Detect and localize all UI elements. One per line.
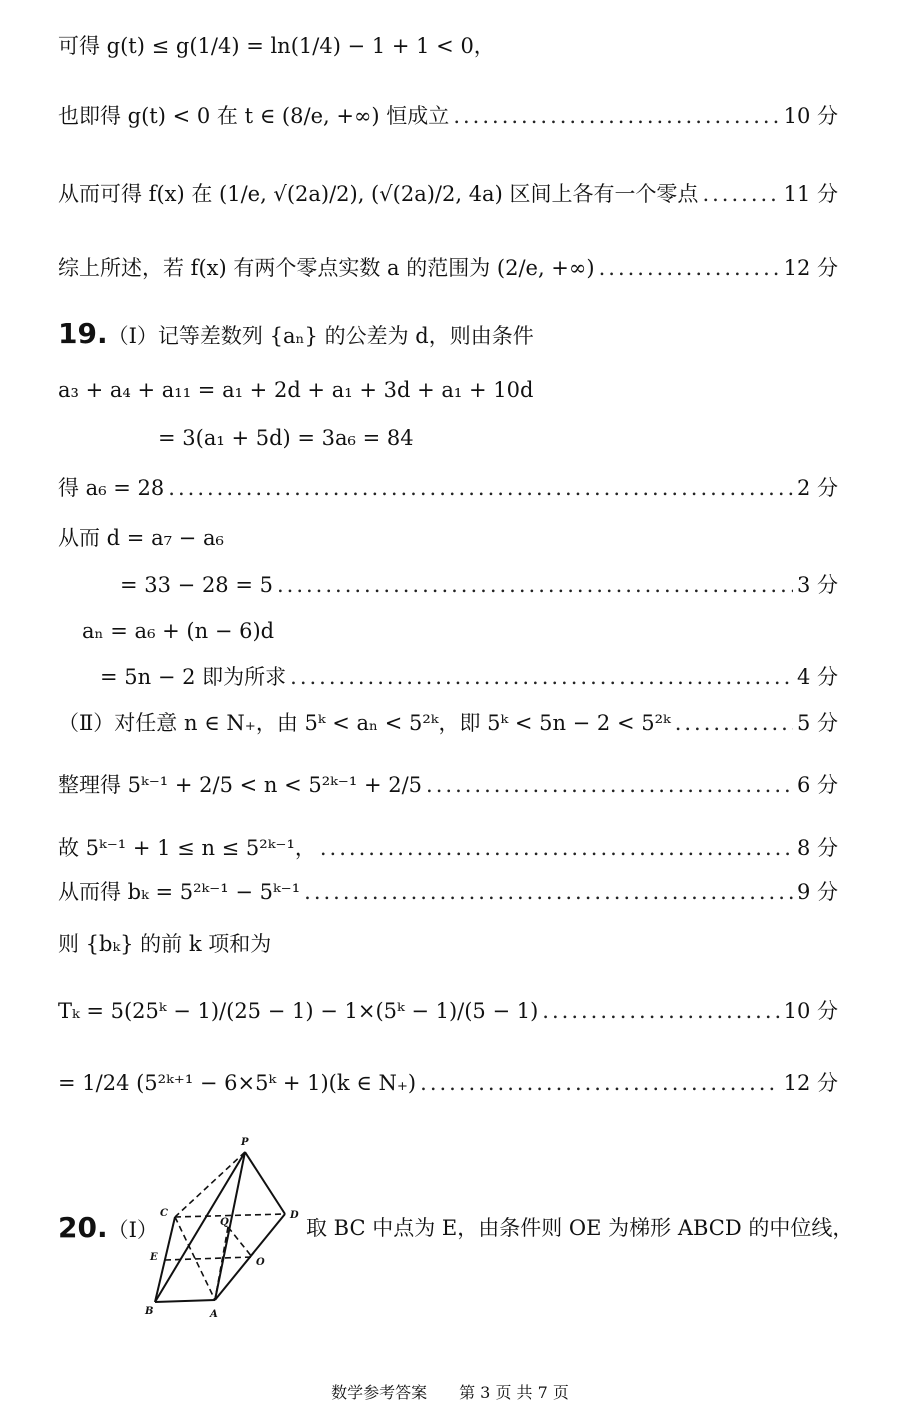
section-number-20: 20. <box>58 1211 108 1244</box>
leader-dots <box>320 834 793 862</box>
leader-dots <box>168 474 793 502</box>
line-10 <box>82 617 838 645</box>
leader-dots <box>426 771 793 799</box>
line-9 <box>120 571 838 599</box>
vertex-label-e: E <box>150 1252 158 1263</box>
leader-dots <box>453 102 779 130</box>
vertex-label-b: B <box>145 1306 154 1317</box>
leader-dots <box>702 180 779 208</box>
leader-dots <box>542 997 779 1025</box>
line-text: （Ⅰ）记等差数列 {aₙ} 的公差为 d，则由条件 <box>107 324 534 348</box>
line-1 <box>58 102 838 130</box>
line-text: （Ⅰ） <box>107 1218 158 1242</box>
line-6 <box>158 424 838 452</box>
vertex-label-c: C <box>160 1208 168 1219</box>
line-12 <box>58 709 838 737</box>
vertex-label-a: A <box>210 1309 218 1320</box>
leader-dots <box>277 571 793 599</box>
points-label: 3 分 <box>796 573 838 597</box>
line-18 <box>58 1069 838 1097</box>
line-text: 也即得 g(t) < 0 在 t ∈ (8/e, +∞) 恒成立 <box>58 104 450 128</box>
points-label: 9 分 <box>796 880 838 904</box>
line-7 <box>58 474 838 502</box>
leader-dots <box>599 254 780 282</box>
points-label: 5 分 <box>796 711 838 735</box>
page-footer: 数学参考答案 第 3 页 共 7 页 <box>331 1383 569 1402</box>
leader-dots <box>304 878 793 906</box>
line-text: = 5n − 2 即为所求 <box>100 665 287 689</box>
line-17 <box>58 997 838 1025</box>
vertex-label-p: P <box>241 1137 249 1148</box>
line-20 <box>306 1214 854 1242</box>
line-text: 从而得 bₖ = 5²ᵏ⁻¹ − 5ᵏ⁻¹ <box>58 880 301 904</box>
line-text: = 1/24 (5²ᵏ⁺¹ − 6×5ᵏ + 1)(k ∈ N₊) <box>58 1071 417 1095</box>
line-11 <box>100 663 838 691</box>
points-label: 11 分 <box>783 182 838 206</box>
line-text: （Ⅱ）对任意 n ∈ N₊，由 5ᵏ < aₙ < 5²ᵏ，即 5ᵏ < 5n − 2 < 5²ᵏ <box>58 711 671 735</box>
line-text: 综上所述，若 f(x) 有两个零点实数 a 的范围为 (2/e, +∞) <box>58 256 595 280</box>
points-label: 4 分 <box>796 665 838 689</box>
line-4 <box>58 317 838 350</box>
line-text: aₙ = a₆ + (n − 6)d <box>82 619 275 643</box>
line-text: 得 a₆ = 28 <box>58 476 165 500</box>
points-label: 2 分 <box>796 476 838 500</box>
line-0 <box>58 32 838 60</box>
line-text: a₃ + a₄ + a₁₁ = a₁ + 2d + a₁ + 3d + a₁ + 10d <box>58 378 534 402</box>
line-2 <box>58 180 838 208</box>
line-text: 从而可得 f(x) 在 (1/e, √(2a)/2), (√(2a)/2, 4a) 区间上各有一个零点 <box>58 182 699 206</box>
line-8 <box>58 524 838 552</box>
leader-dots <box>675 709 793 737</box>
line-text: = 3(a₁ + 5d) = 3a₆ = 84 <box>158 426 414 450</box>
section-number-19: 19. <box>58 317 108 350</box>
line-text: 故 5ᵏ⁻¹ + 1 ≤ n ≤ 5²ᵏ⁻¹， <box>58 836 316 860</box>
vertex-label-o: O <box>256 1257 265 1268</box>
line-text: Tₖ = 5(25ᵏ − 1)/(25 − 1) − 1×(5ᵏ − 1)/(5 − 1) <box>58 999 539 1023</box>
leader-dots <box>420 1069 779 1097</box>
line-text: 取 BC 中点为 E，由条件则 OE 为梯形 ABCD 的中位线， <box>306 1216 854 1240</box>
line-14 <box>58 834 838 862</box>
line-text: 则 {bₖ} 的前 k 项和为 <box>58 932 272 956</box>
points-label: 10 分 <box>783 104 838 128</box>
line-5 <box>58 376 838 404</box>
line-text: 可得 g(t) ≤ g(1/4) = ln(1/4) − 1 + 1 < 0， <box>58 34 495 58</box>
points-label: 12 分 <box>783 256 838 280</box>
line-text: = 33 − 28 = 5 <box>120 573 273 597</box>
line-16 <box>58 930 838 958</box>
vertex-label-q: Q <box>220 1217 229 1228</box>
pyramid-figure <box>140 1132 305 1327</box>
points-label: 6 分 <box>796 773 838 797</box>
line-15 <box>58 878 838 906</box>
line-3 <box>58 254 838 282</box>
line-13 <box>58 771 838 799</box>
leader-dots <box>290 663 793 691</box>
line-text: 从而 d = a₇ − a₆ <box>58 526 224 550</box>
points-label: 12 分 <box>783 1071 838 1095</box>
points-label: 8 分 <box>796 836 838 860</box>
vertex-label-d: D <box>290 1210 299 1221</box>
points-label: 10 分 <box>783 999 838 1023</box>
line-text: 整理得 5ᵏ⁻¹ + 2/5 < n < 5²ᵏ⁻¹ + 2/5 <box>58 773 423 797</box>
